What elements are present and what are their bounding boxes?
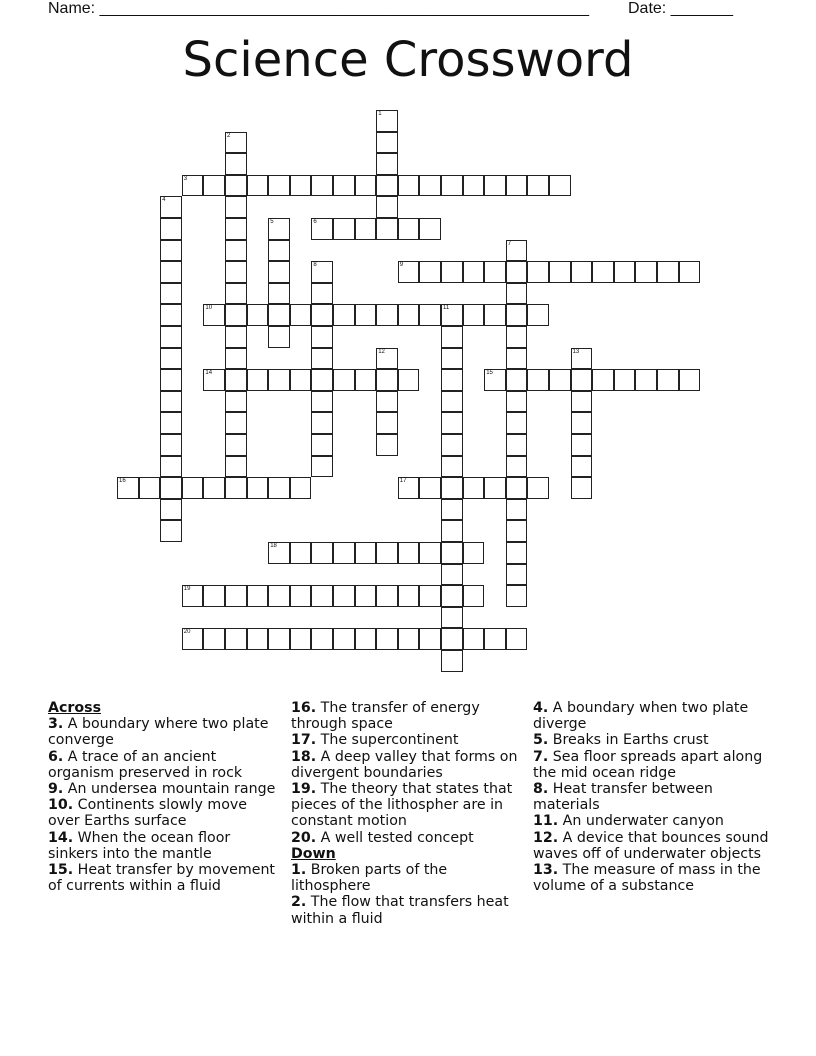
crossword-cell[interactable] <box>333 542 355 564</box>
crossword-cell[interactable] <box>398 261 420 283</box>
crossword-cell[interactable] <box>160 520 182 542</box>
crossword-cell[interactable] <box>419 477 441 499</box>
crossword-cell[interactable] <box>657 261 679 283</box>
crossword-cell[interactable] <box>614 369 636 391</box>
crossword-cell[interactable] <box>463 628 485 650</box>
crossword-cell[interactable] <box>506 261 528 283</box>
crossword-cell[interactable] <box>225 240 247 262</box>
clue-down-5: 5. Breaks in Earths crust <box>533 732 709 749</box>
crossword-cell[interactable] <box>398 585 420 607</box>
clue-number: 8 <box>313 262 317 269</box>
clue-across-3: 3. A boundary where two plate converge <box>48 716 269 749</box>
crossword-cell[interactable] <box>268 585 290 607</box>
crossword-cell[interactable] <box>506 628 528 650</box>
crossword-cell[interactable] <box>355 542 377 564</box>
crossword-cell[interactable] <box>376 369 398 391</box>
crossword-cell[interactable] <box>160 477 182 499</box>
crossword-cell[interactable] <box>355 304 377 326</box>
crossword-cell[interactable] <box>311 261 333 283</box>
crossword-cell[interactable] <box>247 304 269 326</box>
clue-number: 13 <box>572 348 580 355</box>
clue-down-13: 13. The measure of mass in the volume of a substance <box>533 862 761 895</box>
crossword-cell[interactable] <box>441 412 463 434</box>
date-field[interactable]: Date: _______ <box>628 0 733 17</box>
crossword-cell[interactable] <box>592 369 614 391</box>
crossword-cell[interactable] <box>203 369 225 391</box>
clue-across-18: 18. A deep valley that forms on divergent boundaries <box>291 748 518 781</box>
crossword-cell[interactable] <box>463 585 485 607</box>
crossword-cell[interactable] <box>398 542 420 564</box>
clue-across-15: 15. Heat transfer by movement of currents within a fluid <box>48 862 275 895</box>
crossword-cell[interactable] <box>203 628 225 650</box>
crossword-cell[interactable] <box>635 261 657 283</box>
crossword-cell[interactable] <box>225 477 247 499</box>
crossword-cell[interactable] <box>225 628 247 650</box>
crossword-cell[interactable] <box>182 175 204 197</box>
crossword-cell[interactable] <box>160 304 182 326</box>
crossword-cell[interactable] <box>419 542 441 564</box>
crossword-cell[interactable] <box>398 628 420 650</box>
crossword-cell[interactable] <box>268 304 290 326</box>
clue-number: 9 <box>399 262 404 269</box>
crossword-cell[interactable] <box>441 477 463 499</box>
crossword-cell[interactable] <box>571 261 593 283</box>
crossword-cell[interactable] <box>506 326 528 348</box>
clue-across-17: 17. The supercontinent <box>291 732 459 749</box>
crossword-cell[interactable] <box>311 175 333 197</box>
crossword-cell[interactable] <box>311 348 333 370</box>
clue-number: 6 <box>313 219 317 225</box>
clues-column-1 <box>48 700 280 894</box>
crossword-cell[interactable] <box>311 283 333 305</box>
page-title: Science Crossword <box>182 32 634 88</box>
crossword-cell[interactable] <box>506 240 528 262</box>
crossword-cell[interactable] <box>268 326 290 348</box>
crossword-cell[interactable] <box>506 542 528 564</box>
crossword-cell[interactable] <box>333 585 355 607</box>
crossword-cell[interactable] <box>484 369 506 391</box>
crossword-cell[interactable] <box>333 218 355 240</box>
crossword-cell[interactable] <box>290 304 312 326</box>
clue-across-16: 16. The transfer of energy through space <box>291 700 480 733</box>
crossword-cell[interactable] <box>419 628 441 650</box>
crossword-cell[interactable] <box>355 585 377 607</box>
crossword-cell[interactable] <box>225 412 247 434</box>
clue-down-12: 12. A device that bounces sound waves off of underwater objects <box>533 829 769 862</box>
crossword-cell[interactable] <box>614 261 636 283</box>
crossword-cell[interactable] <box>203 477 225 499</box>
crossword-cell[interactable] <box>355 369 377 391</box>
crossword-cell[interactable] <box>376 196 398 218</box>
crossword-cell[interactable] <box>376 218 398 240</box>
crossword-cell[interactable] <box>290 175 312 197</box>
crossword-cell[interactable] <box>268 175 290 197</box>
crossword-cell[interactable] <box>203 304 225 326</box>
crossword-cell[interactable] <box>571 434 593 456</box>
crossword-cell[interactable] <box>225 261 247 283</box>
crossword-cell[interactable] <box>225 456 247 478</box>
crossword-cell[interactable] <box>311 542 333 564</box>
crossword-cell[interactable] <box>441 499 463 521</box>
crossword-cell[interactable] <box>398 175 420 197</box>
crossword-cell[interactable] <box>268 218 290 240</box>
crossword-cell[interactable] <box>376 304 398 326</box>
crossword-cell[interactable] <box>355 628 377 650</box>
clue-number: 15 <box>486 370 493 377</box>
crossword-cell[interactable] <box>463 261 485 283</box>
crossword-cell[interactable] <box>117 477 139 499</box>
crossword-cell[interactable] <box>376 153 398 175</box>
crossword-cell[interactable] <box>311 218 333 240</box>
crossword-cell[interactable] <box>268 283 290 305</box>
crossword-cell[interactable] <box>679 369 701 391</box>
crossword-cell[interactable] <box>506 304 528 326</box>
crossword-cell[interactable] <box>160 434 182 456</box>
name-field[interactable]: Name: _______________________________________________________ <box>48 0 589 17</box>
crossword-cell[interactable] <box>225 585 247 607</box>
crossword-cell[interactable] <box>635 369 657 391</box>
crossword-cell[interactable] <box>311 628 333 650</box>
crossword-cell[interactable] <box>333 175 355 197</box>
clue-down-2: 2. The flow that transfers heat within a fluid <box>291 894 509 927</box>
crossword-cell[interactable] <box>376 628 398 650</box>
clue-number: 16 <box>119 478 126 485</box>
crossword-cell[interactable] <box>203 175 225 197</box>
crossword-cell[interactable] <box>247 175 269 197</box>
crossword-cell[interactable] <box>290 542 312 564</box>
crossword-cell[interactable] <box>484 304 506 326</box>
crossword-cell[interactable] <box>225 391 247 413</box>
clue-number: 3 <box>183 175 188 182</box>
crossword-cell[interactable] <box>311 304 333 326</box>
crossword-cell[interactable] <box>290 628 312 650</box>
crossword-cell[interactable] <box>311 412 333 434</box>
crossword-cell[interactable] <box>225 175 247 197</box>
clues-column-3 <box>533 700 769 894</box>
clue-number: 14 <box>205 370 213 377</box>
crossword-cell[interactable] <box>419 261 441 283</box>
crossword-cell[interactable] <box>484 628 506 650</box>
crossword-cell[interactable] <box>225 218 247 240</box>
crossword-cell[interactable] <box>376 110 398 132</box>
crossword-cell[interactable] <box>657 369 679 391</box>
crossword-cell[interactable] <box>441 456 463 478</box>
clue-number: 10 <box>205 305 213 312</box>
crossword-cell[interactable] <box>160 240 182 262</box>
crossword-cell[interactable] <box>268 369 290 391</box>
crossword-cell[interactable] <box>419 585 441 607</box>
crossword-cell[interactable] <box>225 153 247 175</box>
crossword-cell[interactable] <box>160 326 182 348</box>
crossword-cell[interactable] <box>441 564 463 586</box>
crossword-cell[interactable] <box>247 477 269 499</box>
clue-across-9: 9. An undersea mountain range <box>48 781 276 798</box>
crossword-cell[interactable] <box>441 326 463 348</box>
crossword-cell[interactable] <box>506 369 528 391</box>
crossword-cell[interactable] <box>463 542 485 564</box>
crossword-cell[interactable] <box>376 585 398 607</box>
clue-number: 19 <box>183 586 191 593</box>
crossword-cell[interactable] <box>441 585 463 607</box>
down-heading: Down <box>291 845 336 862</box>
crossword-cell[interactable] <box>160 283 182 305</box>
crossword-cell[interactable] <box>355 175 377 197</box>
crossword-cell[interactable] <box>225 132 247 154</box>
crossword-cell[interactable] <box>311 585 333 607</box>
crossword-cell[interactable] <box>571 412 593 434</box>
crossword-cell[interactable] <box>592 261 614 283</box>
crossword-cell[interactable] <box>549 369 571 391</box>
crossword-cell[interactable] <box>419 175 441 197</box>
crossword-cell[interactable] <box>506 175 528 197</box>
crossword-cell[interactable] <box>441 369 463 391</box>
crossword-cell[interactable] <box>398 304 420 326</box>
crossword-cell[interactable] <box>571 369 593 391</box>
clue-number: 17 <box>399 478 407 485</box>
crossword-cell[interactable] <box>484 477 506 499</box>
clue-number: 20 <box>183 629 191 636</box>
crossword-cell[interactable] <box>506 477 528 499</box>
crossword-cell[interactable] <box>506 499 528 521</box>
crossword-cell[interactable] <box>268 261 290 283</box>
crossword-cell[interactable] <box>441 520 463 542</box>
crossword-cell[interactable] <box>247 369 269 391</box>
clue-number: 5 <box>270 219 274 225</box>
clue-number: 4 <box>162 197 166 204</box>
crossword-cell[interactable] <box>225 196 247 218</box>
crossword-cell[interactable] <box>290 369 312 391</box>
crossword-cell[interactable] <box>225 326 247 348</box>
crossword-cell[interactable] <box>225 348 247 370</box>
crossword-cell[interactable] <box>139 477 161 499</box>
crossword-cell[interactable] <box>290 477 312 499</box>
crossword-cell[interactable] <box>376 434 398 456</box>
crossword-cell[interactable] <box>441 175 463 197</box>
clues-column-2 <box>291 700 523 927</box>
crossword-cell[interactable] <box>160 456 182 478</box>
crossword-cell[interactable] <box>376 348 398 370</box>
crossword-cell[interactable] <box>549 175 571 197</box>
crossword-cell[interactable] <box>441 628 463 650</box>
crossword-cell[interactable] <box>376 412 398 434</box>
crossword-cell[interactable] <box>333 369 355 391</box>
crossword-cell[interactable] <box>160 412 182 434</box>
crossword-cell[interactable] <box>182 628 204 650</box>
crossword-cell[interactable] <box>506 585 528 607</box>
crossword-cell[interactable] <box>398 218 420 240</box>
crossword-cell[interactable] <box>441 434 463 456</box>
clue-across-10: 10. Continents slowly move over Earths surface <box>48 797 248 830</box>
crossword-cell[interactable] <box>268 542 290 564</box>
crossword-cell[interactable] <box>571 391 593 413</box>
crossword-cell[interactable] <box>160 348 182 370</box>
clue-number: 7 <box>507 240 512 247</box>
crossword-cell[interactable] <box>376 175 398 197</box>
crossword-cell[interactable] <box>376 542 398 564</box>
crossword-cell[interactable] <box>441 261 463 283</box>
crossword-cell[interactable] <box>441 650 463 672</box>
crossword-cell[interactable] <box>441 607 463 629</box>
crossword-cell[interactable] <box>463 175 485 197</box>
crossword-cell[interactable] <box>571 456 593 478</box>
crossword-cell[interactable] <box>484 175 506 197</box>
clue-number: 18 <box>270 543 277 549</box>
crossword-cell[interactable] <box>506 391 528 413</box>
crossword-cell[interactable] <box>506 348 528 370</box>
crossword-cell[interactable] <box>311 369 333 391</box>
crossword-cell[interactable] <box>311 434 333 456</box>
crossword-cell[interactable] <box>160 391 182 413</box>
crossword-cell[interactable] <box>527 477 549 499</box>
clue-across-20: 20. A well tested concept <box>291 829 474 846</box>
clue-down-4: 4. A boundary when two plate diverge <box>533 700 749 733</box>
crossword-cell[interactable] <box>419 304 441 326</box>
crossword-cell[interactable] <box>355 218 377 240</box>
crossword-cell[interactable] <box>247 628 269 650</box>
clue-down-7: 7. Sea floor spreads apart along the mid ocean ridge <box>533 748 763 781</box>
crossword-cell[interactable] <box>506 520 528 542</box>
crossword-cell[interactable] <box>506 412 528 434</box>
crossword-cell[interactable] <box>441 542 463 564</box>
crossword-cell[interactable] <box>527 304 549 326</box>
crossword-cell[interactable] <box>160 218 182 240</box>
crossword-cell[interactable] <box>527 175 549 197</box>
crossword-cell[interactable] <box>160 196 182 218</box>
crossword-cell[interactable] <box>527 261 549 283</box>
crossword-cell[interactable] <box>679 261 701 283</box>
crossword-cell[interactable] <box>398 369 420 391</box>
crossword-cell[interactable] <box>506 283 528 305</box>
crossword-cell[interactable] <box>311 326 333 348</box>
crossword-cell[interactable] <box>333 304 355 326</box>
crossword-cell[interactable] <box>247 585 269 607</box>
crossword-cell[interactable] <box>484 261 506 283</box>
clue-down-11: 11. An underwater canyon <box>533 813 724 830</box>
crossword-cell[interactable] <box>203 585 225 607</box>
clue-number: 12 <box>378 348 385 355</box>
crossword-cell[interactable] <box>506 434 528 456</box>
crossword-cell[interactable] <box>182 477 204 499</box>
crossword-cell[interactable] <box>463 304 485 326</box>
crossword-cell[interactable] <box>290 585 312 607</box>
crossword-cell[interactable] <box>225 369 247 391</box>
crossword-cell[interactable] <box>398 477 420 499</box>
crossword-cell[interactable] <box>311 391 333 413</box>
crossword-cell[interactable] <box>225 434 247 456</box>
clue-down-1: 1. Broken parts of the lithosphere <box>291 862 448 895</box>
crossword-cell[interactable] <box>506 456 528 478</box>
crossword-cell[interactable] <box>268 477 290 499</box>
crossword-cell[interactable] <box>441 391 463 413</box>
crossword-cell[interactable] <box>376 132 398 154</box>
clue-across-14: 14. When the ocean floor sinkers into the mantle <box>48 829 231 862</box>
crossword-cell[interactable] <box>571 348 593 370</box>
clue-number: 2 <box>227 132 231 139</box>
crossword-cell[interactable] <box>527 369 549 391</box>
crossword-cell[interactable] <box>571 477 593 499</box>
crossword-cell[interactable] <box>441 348 463 370</box>
crossword-cell[interactable] <box>182 585 204 607</box>
crossword-cell[interactable] <box>441 304 463 326</box>
crossword-cell[interactable] <box>160 369 182 391</box>
clue-down-8: 8. Heat transfer between materials <box>533 781 713 814</box>
crossword-cell[interactable] <box>160 499 182 521</box>
clue-number: 1 <box>378 111 382 117</box>
clue-across-6: 6. A trace of an ancient organism preserved in rock <box>48 748 243 781</box>
crossword-cell[interactable] <box>376 391 398 413</box>
crossword-cell[interactable] <box>225 283 247 305</box>
crossword-cell[interactable] <box>549 261 571 283</box>
clue-across-19: 19. The theory that states that pieces of the lithospher are in constant motion <box>291 781 513 830</box>
crossword-cell[interactable] <box>160 261 182 283</box>
crossword-cell[interactable] <box>506 564 528 586</box>
across-heading: Across <box>48 700 102 716</box>
crossword-cell[interactable] <box>463 477 485 499</box>
clue-number: 11 <box>443 305 450 312</box>
crossword-cell[interactable] <box>225 304 247 326</box>
crossword-cell[interactable] <box>419 218 441 240</box>
crossword-cell[interactable] <box>311 456 333 478</box>
crossword-cell[interactable] <box>268 628 290 650</box>
crossword-cell[interactable] <box>268 240 290 262</box>
crossword-cell[interactable] <box>333 628 355 650</box>
